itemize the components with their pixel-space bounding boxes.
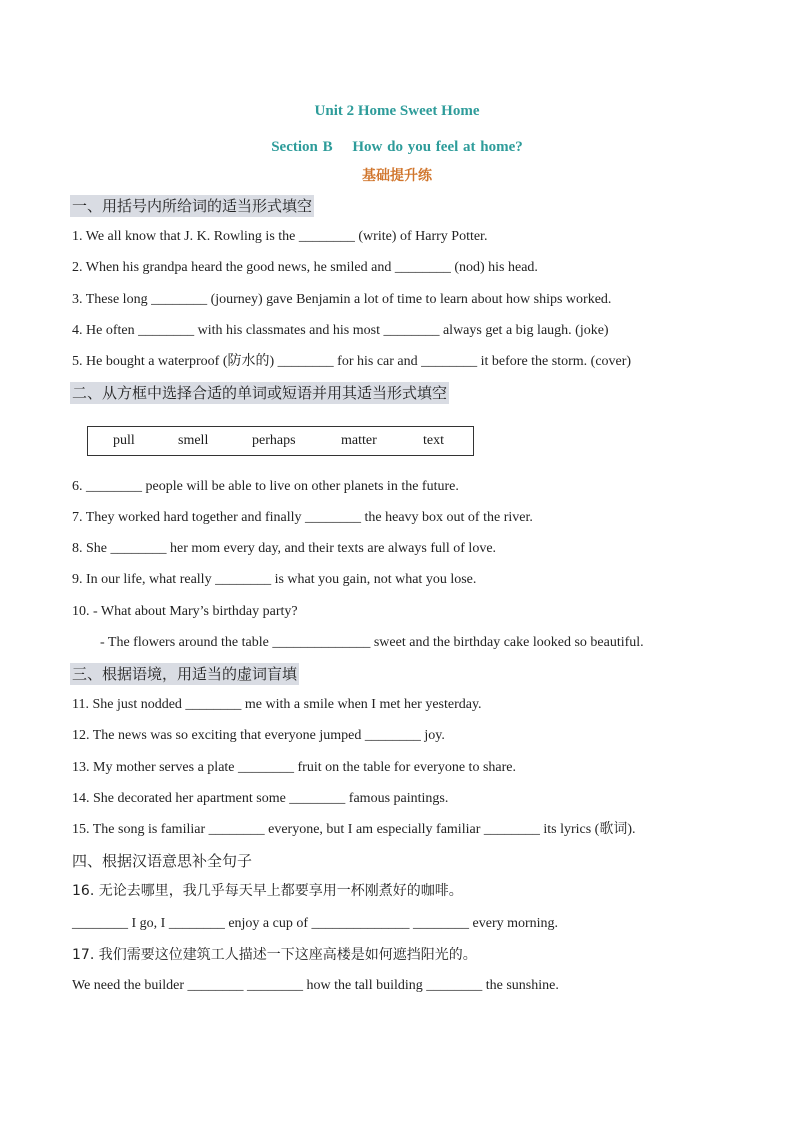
section-heading-2: 二、从方框中选择合适的单词或短语并用其适当形式填空 (72, 384, 448, 402)
word-box-item: matter (341, 433, 377, 448)
word-box-item: text (423, 433, 444, 448)
question-10-reply: - The flowers around the table ______________ sweet and the birthday cake looked so beautiful. (100, 635, 644, 650)
question-8: 8. She ________ her mom every day, and their texts are always full of love. (72, 541, 497, 556)
question-12: 12. The news was so exciting that everyone jumped ________ joy. (72, 728, 445, 743)
word-box-item: pull (113, 433, 135, 448)
question-1: 1. We all know that J. K. Rowling is the ________ (write) of Harry Potter. (72, 229, 488, 244)
question-15: 15. The song is familiar ________ everyone, but I am especially familiar ________ its lyrics (歌词). (72, 822, 636, 837)
section-heading-1: 一、用括号内所给词的适当形式填空 (72, 197, 313, 215)
section-subtitle: Section B How do you feel at home? (271, 139, 523, 155)
question-5: 5. He bought a waterproof (防水的) ________ for his car and ________ it before the storm. (cover) (72, 354, 632, 369)
word-box-item: smell (178, 433, 209, 448)
question-7: 7. They worked hard together and finally ________ the heavy box out of the river. (72, 510, 533, 525)
section-heading-3: 三、根据语境，用适当的虚词盲填 (72, 665, 298, 683)
question-2: 2. When his grandpa heard the good news, he smiled and ________ (nod) his head. (72, 260, 538, 275)
page-title: Unit 2 Home Sweet Home (314, 103, 480, 119)
word-box-item: perhaps (252, 433, 296, 448)
word-box (87, 426, 474, 456)
question-6: 6. ________ people will be able to live on other planets in the future. (72, 479, 459, 494)
level-label: 基础提升练 (362, 168, 432, 184)
question-4: 4. He often ________ with his classmates and his most ________ always get a big laugh. (joke) (72, 323, 609, 338)
question-14: 14. She decorated her apartment some ________ famous paintings. (72, 791, 449, 806)
question-10: 10. - What about Mary’s birthday party? (72, 604, 298, 619)
question-3: 3. These long ________ (journey) gave Benjamin a lot of time to learn about how ships worked. (72, 292, 612, 307)
question-16-prompt: 16. 无论去哪里，我几乎每天早上都要享用一杯刚煮好的咖啡。 (72, 883, 463, 899)
question-17-prompt: 17. 我们需要这位建筑工人描述一下这座高楼是如何遮挡阳光的。 (72, 947, 477, 963)
question-16-answer: ________ I go, I ________ enjoy a cup of ______________ ________ every morning. (72, 916, 559, 931)
section-heading-4: 四、根据汉语意思补全句子 (72, 852, 253, 870)
question-17-answer: We need the builder ________ ________ how the tall building ________ the sunshine. (72, 978, 559, 993)
question-11: 11. She just nodded ________ me with a smile when I met her yesterday. (72, 697, 482, 712)
question-9: 9. In our life, what really ________ is what you gain, not what you lose. (72, 572, 477, 587)
question-13: 13. My mother serves a plate ________ fruit on the table for everyone to share. (72, 760, 516, 775)
